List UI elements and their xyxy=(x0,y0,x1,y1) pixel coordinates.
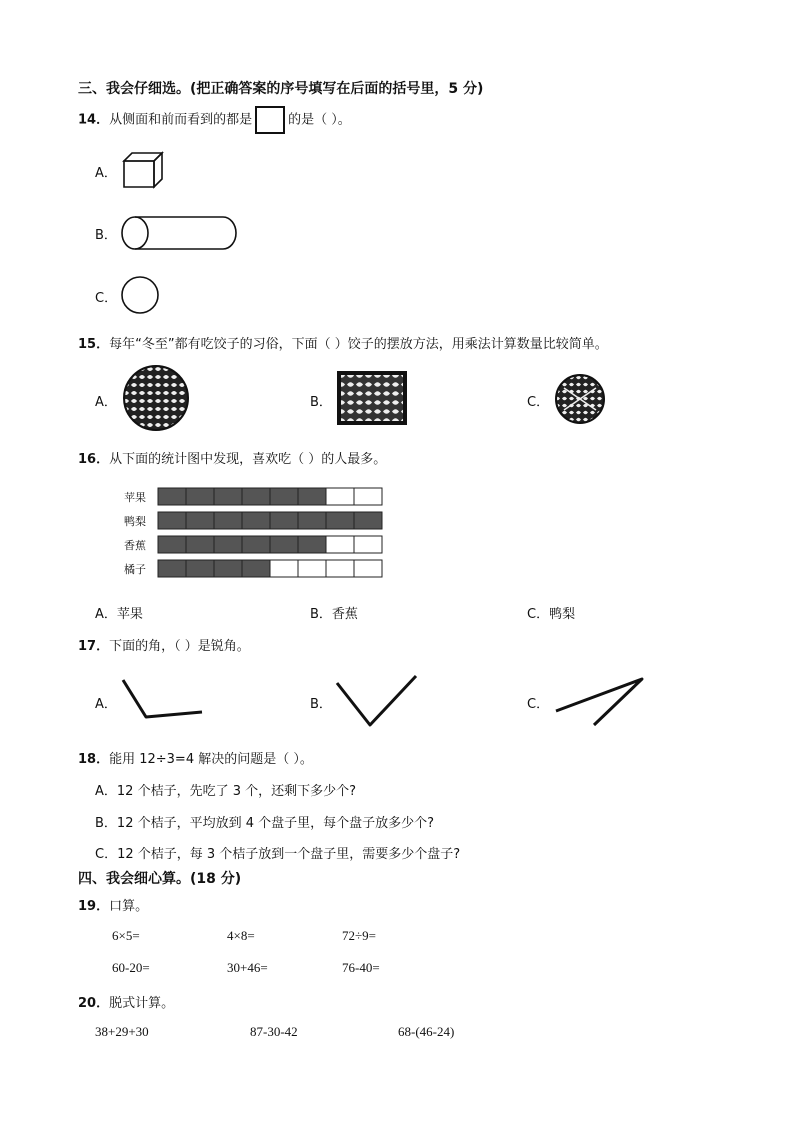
chart-bar-cell-filled xyxy=(158,536,186,553)
chart-bar-cell-filled xyxy=(186,488,214,505)
question-19 xyxy=(78,895,148,914)
question-14 xyxy=(78,106,351,134)
obtuse-angle-icon xyxy=(118,675,208,725)
chart-bar-cell-filled xyxy=(158,512,186,529)
chart-bar-cell-filled xyxy=(298,488,326,505)
option-b-label: B． xyxy=(95,228,117,243)
question-number: 19． xyxy=(78,899,110,914)
question-number: 17． xyxy=(78,639,110,654)
chart-bar-cell-filled xyxy=(270,536,298,553)
chart-bar-cell-empty xyxy=(270,560,298,577)
chart-bar-cell-filled xyxy=(186,536,214,553)
option-c-text: C．12 个桔子，每 3 个桔子放到一个盘子里，需要多少个盘子? xyxy=(95,847,461,862)
chart-bar-cell-filled xyxy=(242,512,270,529)
chart-bar-cell-filled xyxy=(270,488,298,505)
option-c-label: C． xyxy=(527,697,550,712)
chart-bar-cell-filled xyxy=(242,536,270,553)
oral-calc-item: 76-40= xyxy=(342,960,380,975)
oral-calc-item: 30+46= xyxy=(227,960,268,975)
section-3-title: 三、我会仔细选。(把正确答案的序号填写在后面的括号里，5 分) xyxy=(78,81,484,97)
option-a-text: A．12 个桔子，先吃了 3 个，还剩下多少个? xyxy=(95,784,357,799)
sphere-icon xyxy=(120,275,160,315)
oral-calc-item: 60-20= xyxy=(112,960,150,975)
chart-bar-cell-filled xyxy=(214,488,242,505)
dumpling-round-plate-icon xyxy=(122,365,190,431)
question-text: 脱式计算。 xyxy=(109,996,175,1011)
chart-bar-cell-filled xyxy=(298,512,326,529)
option-c-label: C．鸭梨 xyxy=(527,607,576,622)
calc-item: 87-30-42 xyxy=(250,1024,298,1039)
chart-bar-cell-filled xyxy=(298,536,326,553)
question-15 xyxy=(78,333,608,352)
chart-bar-cell-filled xyxy=(214,512,242,529)
calc-item: 38+29+30 xyxy=(95,1024,149,1039)
calc-item: 68-(46-24) xyxy=(398,1024,455,1039)
chart-category-label: 苹果 xyxy=(124,491,146,504)
chart-bar-cell-filled xyxy=(158,560,186,577)
chart-bar-cell-empty xyxy=(354,488,382,505)
question-20 xyxy=(78,992,174,1011)
option-b-text: B．12 个桔子，平均放到 4 个盘子里，每个盘子放多少个? xyxy=(95,816,435,831)
chart-bar-cell-empty xyxy=(326,488,354,505)
right-angle-icon xyxy=(334,673,420,729)
option-c-label: C． xyxy=(527,395,550,410)
question-text-after: 的是（ ）。 xyxy=(288,112,351,128)
question-number: 18． xyxy=(78,752,110,767)
dumpling-small-plate-icon xyxy=(554,374,606,424)
chart-bar-cell-filled xyxy=(242,560,270,577)
section-4-title: 四、我会细心算。(18 分) xyxy=(78,871,242,887)
acute-angle-icon xyxy=(552,675,648,729)
question-text: 下面的角，（ ）是锐角。 xyxy=(109,639,250,654)
option-a-label: A． xyxy=(95,166,117,181)
chart-bar-cell-empty xyxy=(354,536,382,553)
question-text: 从侧面和前而看到的都是 xyxy=(109,112,253,128)
dumpling-square-plate-icon xyxy=(337,371,407,425)
chart-bar-cell-empty xyxy=(298,560,326,577)
oral-calc-item: 72÷9= xyxy=(342,928,376,943)
cube-icon xyxy=(122,151,164,191)
chart-bar-cell-empty xyxy=(326,536,354,553)
option-a-label: A． xyxy=(95,395,117,410)
question-text: 从下面的统计图中发现，喜欢吃（ ）的人最多。 xyxy=(109,452,387,467)
fruit-bar-chart xyxy=(110,484,400,584)
chart-category-label: 鸭梨 xyxy=(124,515,146,528)
question-text: 口算。 xyxy=(109,899,149,914)
chart-bar-cell-filled xyxy=(214,536,242,553)
chart-bar-cell-filled xyxy=(326,512,354,529)
chart-bar-cell-filled xyxy=(214,560,242,577)
question-number: 20． xyxy=(78,996,110,1011)
cylinder-icon xyxy=(121,215,239,251)
oral-calc-item: 6×5= xyxy=(112,928,140,943)
option-b-label: B． xyxy=(310,697,332,712)
option-a-label: A． xyxy=(95,697,117,712)
question-17 xyxy=(78,635,250,654)
question-16 xyxy=(78,448,386,467)
chart-bar-cell-empty xyxy=(354,560,382,577)
chart-bar-cell-filled xyxy=(186,560,214,577)
chart-category-label: 橘子 xyxy=(124,563,146,576)
chart-bar-cell-filled xyxy=(354,512,382,529)
option-a-label: A．苹果 xyxy=(95,607,143,622)
question-number: 14． xyxy=(78,112,110,128)
question-text: 能用 12÷3=4 解决的问题是（ ）。 xyxy=(109,752,313,767)
oral-calc-item: 4×8= xyxy=(227,928,255,943)
option-c-label: C． xyxy=(95,291,118,306)
option-b-label: B． xyxy=(310,395,332,410)
chart-bar-cell-filled xyxy=(158,488,186,505)
square-icon xyxy=(255,106,285,134)
question-text: 每年“冬至”都有吃饺子的习俗，下面（ ）饺子的摆放方法，用乘法计算数量比较简单。 xyxy=(109,337,608,352)
chart-bar-cell-empty xyxy=(326,560,354,577)
chart-bar-cell-filled xyxy=(242,488,270,505)
chart-bar-cell-filled xyxy=(270,512,298,529)
chart-category-label: 香蕉 xyxy=(124,539,146,552)
option-b-label: B．香蕉 xyxy=(310,607,358,622)
chart-bar-cell-filled xyxy=(186,512,214,529)
question-number: 16． xyxy=(78,452,110,467)
question-18 xyxy=(78,748,313,767)
question-number: 15． xyxy=(78,337,110,352)
